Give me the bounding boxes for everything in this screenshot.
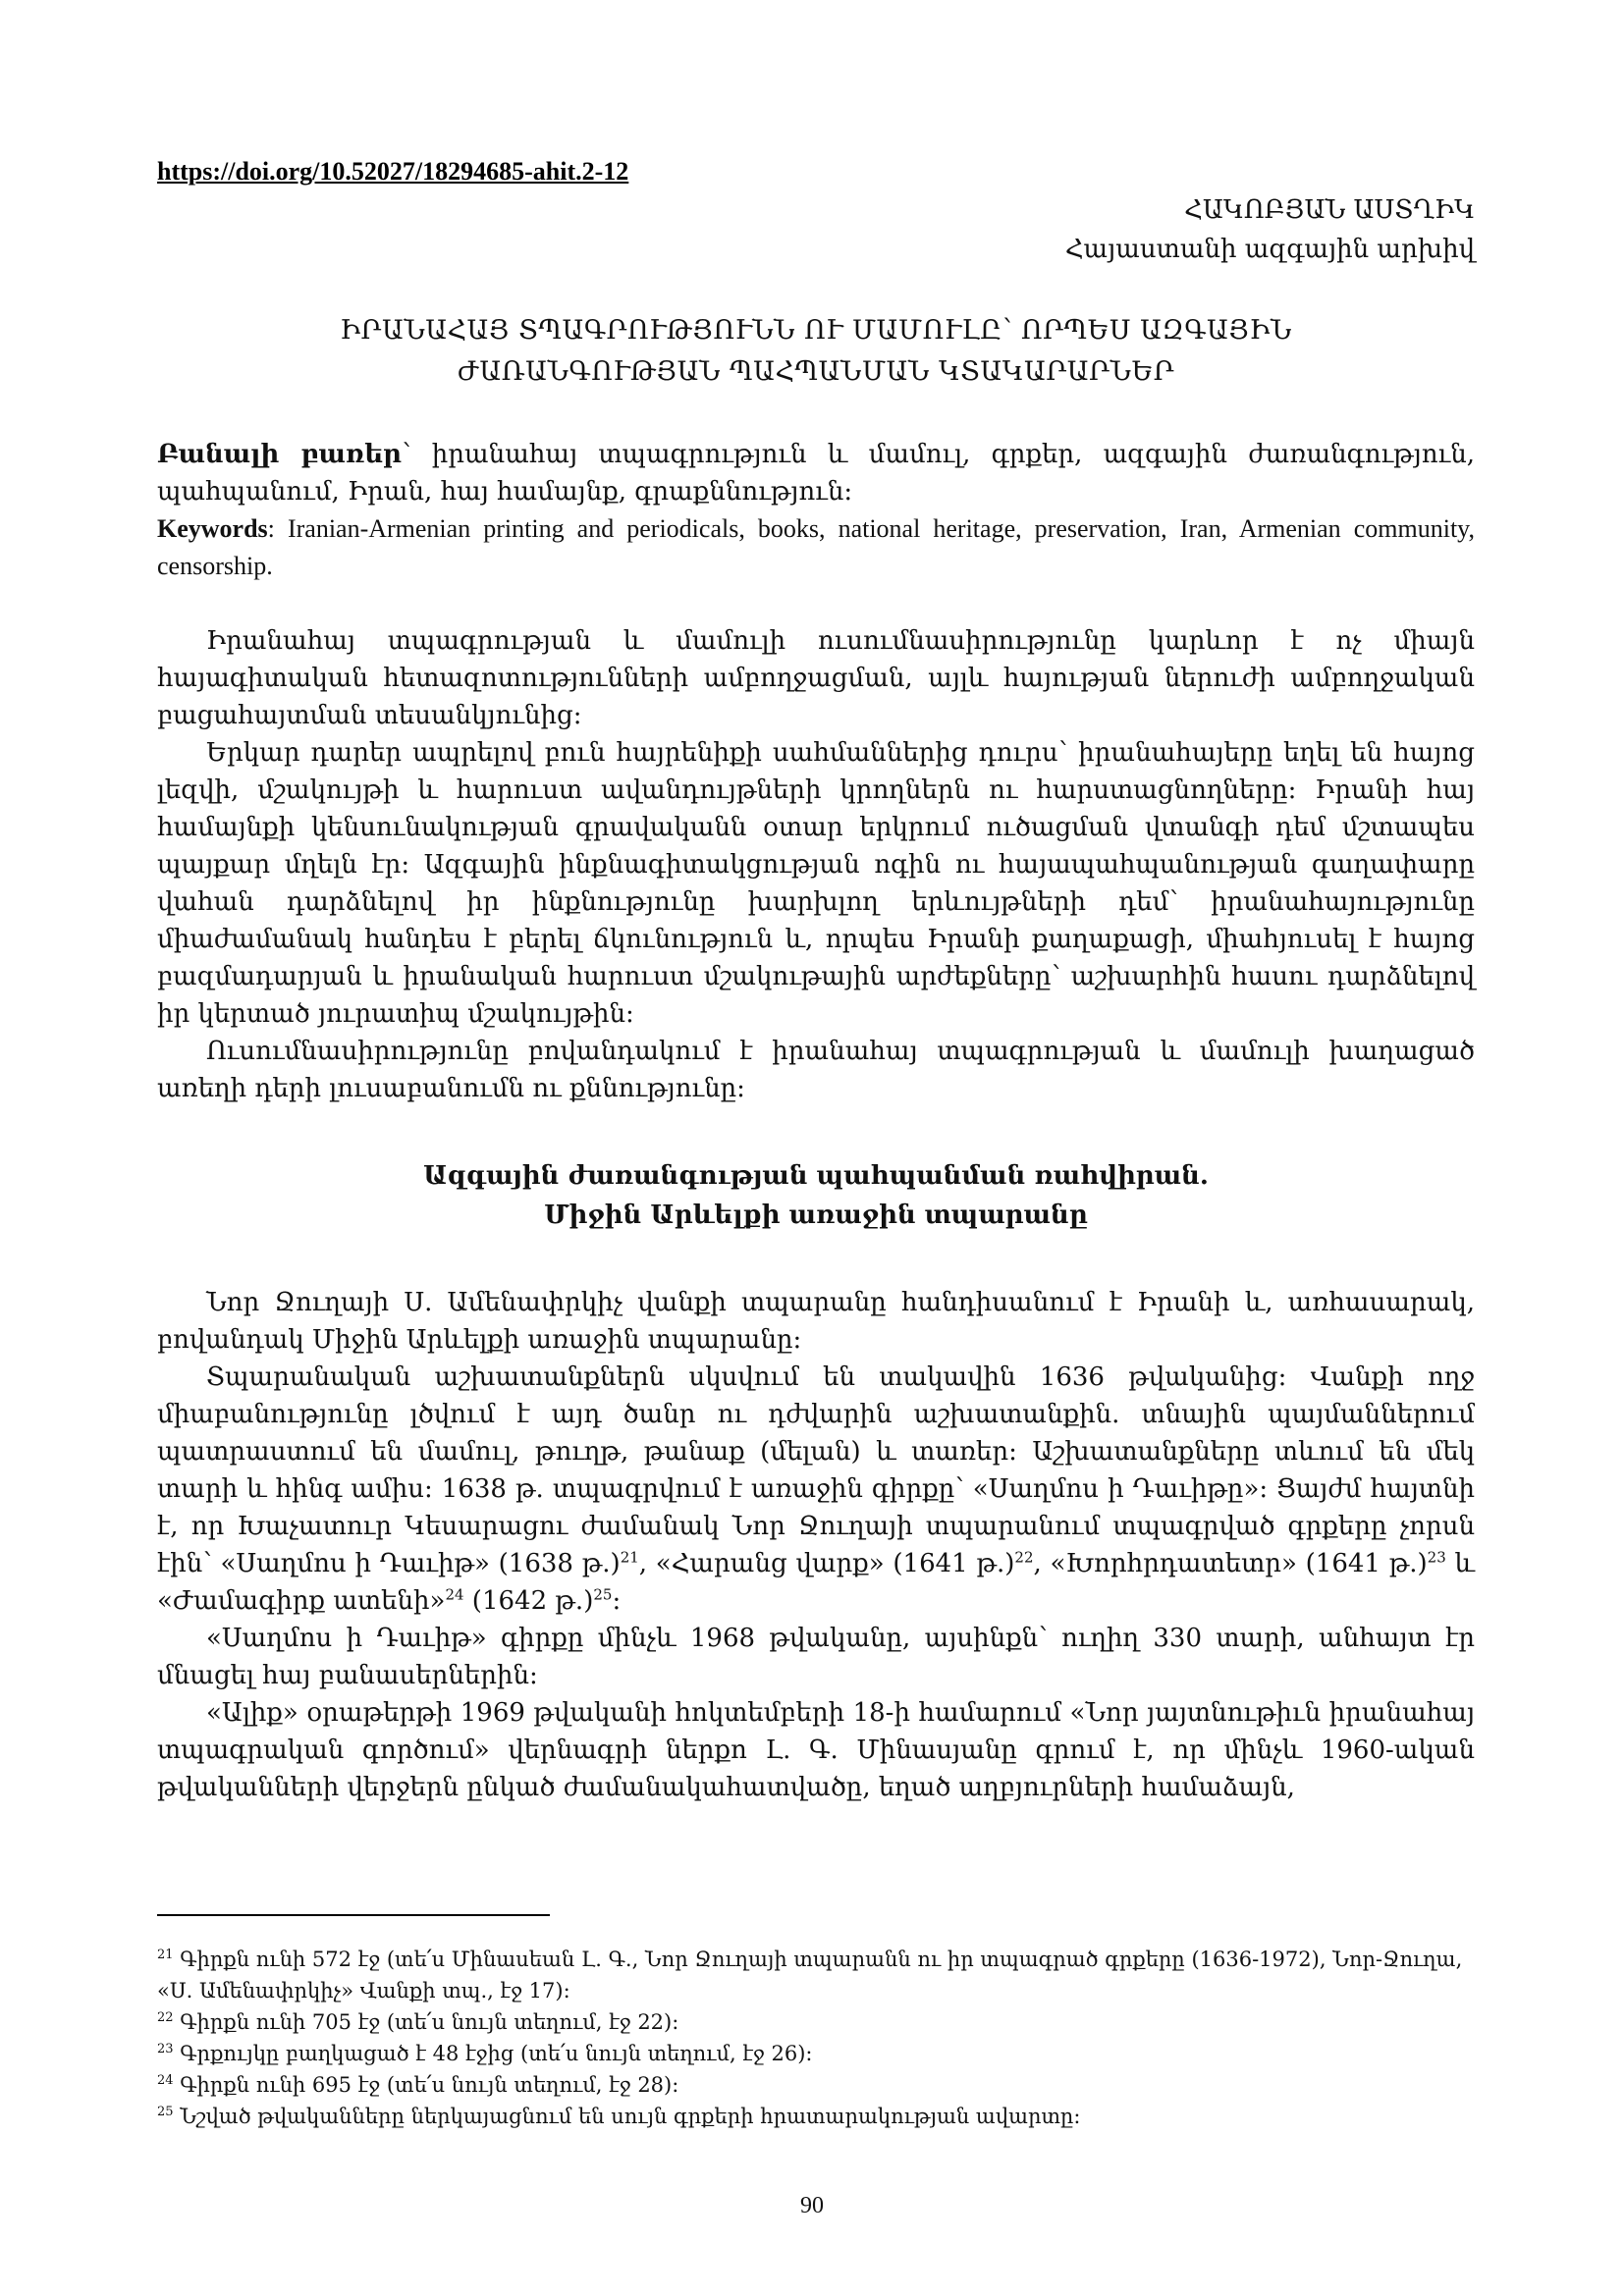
footnote-number: 25 <box>157 2105 174 2119</box>
keywords-en-label: Keywords <box>157 514 268 543</box>
footnote-21 <box>157 1944 1475 2006</box>
author-block <box>157 190 1475 269</box>
section-subtitle <box>157 1156 1475 1235</box>
subtitle-line-1: Ազգային ժառանգության պահպանման ռահվիրան. <box>423 1161 1209 1191</box>
page-content <box>157 157 1475 1806</box>
footnote-25 <box>157 2101 1475 2132</box>
body-p2-text-b: , «Հարանց վարք» (1641 թ.) <box>638 1549 1015 1578</box>
footnote-text: Գիրքն ունի 705 էջ (տե՛ս նույն տեղում, էջ 22): <box>173 2010 679 2034</box>
body-p2-text-f: : <box>612 1586 622 1616</box>
keywords-hy-label: Բանալի բառեր <box>157 440 402 469</box>
body-paragraph-3: «Սաղմոս ի Դաւիթ» գիրքը մինչև 1968 թվականը, այսինքն՝ ուղիղ 330 տարի, անհայտ էր մնացել հայ բանասերներին: <box>157 1624 1475 1690</box>
footnote-ref-21[interactable]: 21 <box>620 1548 639 1567</box>
keywords-hy-text: ՝ իրանահայ տպագրություն և մամուլ, գրքեր, ազգային ժառանգություն, պահպանում, Իրան, հայ համայնք, գրաքննություն: <box>157 440 1476 507</box>
footnote-24 <box>157 2069 1475 2101</box>
title-line-2: ԺԱՌԱՆԳՈՒԹՅԱՆ ՊԱՀՊԱՆՄԱՆ ԿՏԱԿԱՐԱՐՆԵՐ <box>457 356 1175 387</box>
intro-paragraph-2: Երկար դարեր ապրելով բուն հայրենիքի սահմաններից դուրս՝ իրանահայերը եղել են հայոց լեզվի, մշակույթի և հարուստ ավանդույթների կրողներն ու հարստացնողները: Իրանի հայ համայնքի կենսունակության գրավականն օտար երկրում ուծացման վտանգի դեմ մշտապես պայքար մղելն էր: Ազգային ինքնագիտակցության ոգին ու հայապահպանության գաղափարը վահան դարձնելով իր ինքնությունը խարխլող երևույթների դեմ՝ իրանահայությունը միաժամանակ հանդես է բերել ճկունություն և, որպես Իրանի քաղաքացի, միահյուսել է հայոց բազմադարյան և իրանական հարուստ մշակութային արժեքները՝ աշխարհին հասու դարձնելով իր կերտած յուրատիպ մշակույթին: <box>157 738 1475 1029</box>
footnote-text: Գրքույկը բաղկացած է 48 էջից (տե՛ս նույն տեղում, էջ 26): <box>173 2042 813 2065</box>
intro-paragraph-1: Իրանահայ տպագրության և մամուլի ուսումնասիրությունը կարևոր է ոչ միայն հայագիտական հետազոտությունների ամբողջացման, այլև հայության ներուժի ամբողջական բացահայտման տեսանկյունից: <box>157 626 1475 730</box>
intro-section <box>157 622 1475 1107</box>
footnote-number: 22 <box>157 2010 174 2025</box>
footnote-ref-24[interactable]: 24 <box>445 1585 464 1604</box>
footnote-number: 21 <box>157 1948 174 1962</box>
body-p2-text-e: (1642 թ.) <box>463 1586 594 1616</box>
footnotes <box>157 1944 1475 2132</box>
body-paragraph-1: Նոր Ջուղայի Ս. Ամենափրկիչ վանքի տպարանը հանդիսանում է Իրանի և, առհասարակ, բովանդակ Միջին Արևելքի առաջին տպարանը: <box>157 1288 1475 1355</box>
footnote-number: 23 <box>157 2042 174 2056</box>
footnote-23 <box>157 2038 1475 2069</box>
body-p2-text-d: և «Ժամագիրք ատենի» <box>157 1549 1475 1616</box>
doi-link[interactable]: https://doi.org/10.52027/18294685-ahit.2-12 <box>157 157 629 186</box>
intro-paragraph-3: Ուսումնասիրությունը բովանդակում է իրանահայ տպագրության և մամուլի խաղացած առեղի դերի լուսաբանումն ու քննությունը: <box>157 1037 1475 1103</box>
keywords-en-text: : Iranian-Armenian printing and periodicals, books, national heritage, preservation, Iran, Armenian community, censorship. <box>157 514 1475 580</box>
author-name: ՀԱԿՈԲՅԱՆ ԱՍՏՂԻԿ <box>1184 195 1475 225</box>
body-paragraph-4: «Ալիք» օրաթերթի 1969 թվականի հոկտեմբերի 18-ի համարում «Նոր յայտնութիւն իրանահայ տպագրական գործում» վերնագրի ներքո Լ. Գ. Մինասյանը գրում է, որ մինչև 1960-ական թվականների վերջերն ընկած ժամանակահատվածը, եղած աղբյուրների համաձայն, <box>157 1698 1475 1802</box>
body-paragraph-2 <box>157 1359 1475 1620</box>
keywords-en <box>157 510 1475 585</box>
footnote-text: Գիրքն ունի 695 էջ (տե՛ս նույն տեղում, էջ 28): <box>173 2073 679 2097</box>
footnote-text: Գիրքն ունի 572 էջ (տե՛ս Մինասեան Լ. Գ., Նոր Ջուղայի տպարանն ու իր տպագրած գրքերը (1636-1972), Նոր-Ջուղա, «Ս. Ամենափրկիչ» Վանքի տպ., էջ 17): <box>157 1948 1463 2002</box>
keywords-hy <box>157 436 1475 510</box>
footnote-ref-23[interactable]: 23 <box>1427 1548 1446 1567</box>
author-affiliation: Հայաստանի ազգային արխիվ <box>1064 235 1475 264</box>
footnote-number: 24 <box>157 2073 174 2088</box>
body-p2-text-a: Տպարանական աշխատանքներն սկսվում են տակավին 1636 թվականից: Վանքի ողջ միաբանությունը լծվում է այդ ծանր ու դժվարին աշխատանքին. տնային պայմաններում պատրաստում են մամուլ, թուղթ, թանաք (մելան) և տառեր: Աշխատանքները տևում են մեկ տարի և հինգ ամիս: 1638 թ. տպագրվում է առաջին գիրքը՝ «Սաղմոս ի Դաւիթը»: Ցայժմ հայտնի է, որ Խաչատուր Կեսարացու ժամանակ Նոր Ջուղայի տպարանում տպագրված գրքերը չորսն էին՝ «Սաղմոս ի Դաւիթ» (1638 թ.) <box>157 1362 1475 1578</box>
subtitle-line-2: Միջին Արևելքի առաջին տպարանը <box>544 1201 1088 1230</box>
body-p2-text-c: , «Խորհրդատետր» (1641 թ.) <box>1033 1549 1428 1578</box>
page-number: 90 <box>800 2193 824 2218</box>
article-title <box>157 310 1475 393</box>
footnote-text: Նշված թվականները ներկայացնում են սույն գրքերի հրատարակության ավարտը: <box>173 2105 1081 2128</box>
footnote-ref-22[interactable]: 22 <box>1014 1548 1034 1567</box>
footnote-ref-25[interactable]: 25 <box>593 1585 613 1604</box>
title-line-1: ԻՐԱՆԱՀԱՅ ՏՊԱԳՐՈՒԹՅՈՒՆՆ ՈՒ ՄԱՄՈՒԼԸ՝ ՈՐՊԵՍ ԱԶԳԱՅԻՆ <box>340 315 1292 346</box>
footnote-22 <box>157 2006 1475 2038</box>
footnote-divider <box>157 1914 550 1916</box>
